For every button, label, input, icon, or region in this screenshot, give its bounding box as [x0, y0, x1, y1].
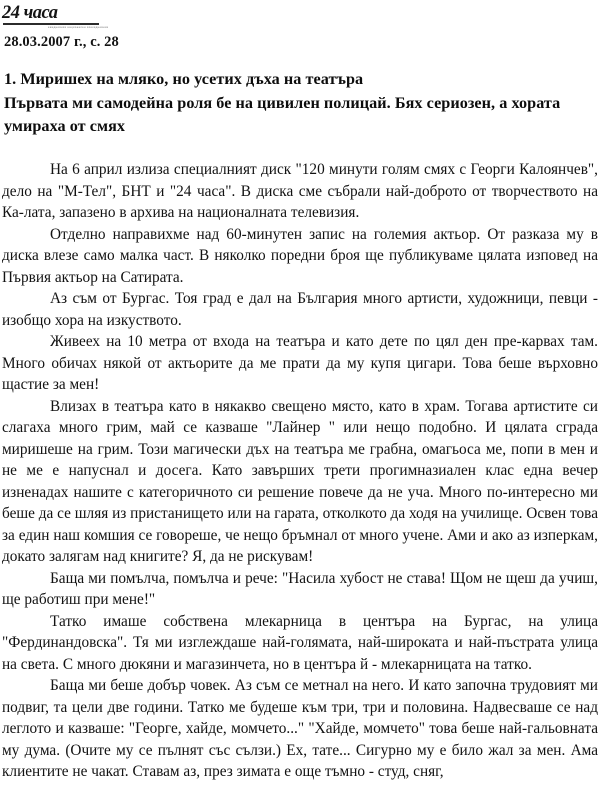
logo-underline-rule	[3, 23, 99, 25]
paragraph: Влизах в театъра като в някакво свещено място, като в храм. Тогава артистите си слагаха много грим, май се казваше "Лайнер " или нещо подобно. И цялата сграда миришеше на грим. Този магически дъх на театъра ме грабна, омагьоса ме, попи в мен и не ме е напуснал и досега. Като завърших трети прогимназиален клас една вечер изненадах нашите с категоричното си решение повече да не уча. Много по-интересно ми беше да се шляя из пристанището или на гарата, отколкото да ходя на училище. Освен това за един наш комшия се говореше, че нещо бръмнал от много учене. Ами и ако аз изперкам, докато залягам над книгите? Я, да не рискувам!	[2, 397, 598, 565]
article-body	[2, 159, 598, 783]
article-subheadline: Първата ми самодейна роля бе на цивилен полицай. Бях сериозен, а хората умираха от смях	[4, 94, 561, 135]
newspaper-logo-text: 24 часа	[2, 2, 58, 23]
newspaper-logo	[2, 2, 109, 30]
headline-block	[4, 70, 596, 137]
paragraph: Баща ми беше добър човек. Аз съм се метнал на него. И като започна трудовият ми подвиг, та цели две години. Татко ме будеше към три, три и половина. Надвесваше се над леглото и казваше: "Георге, хайде, момчето..." "Хайде, момчето" това беше най-гальовната му дума. (Очите му се пълнят със сълзи.) Ех, тате... Сигурно му е било жал за мен. Ама клиентите не чакат. Ставам аз, през зимата е още тъмно - студ, сняг,	[2, 677, 598, 780]
paragraph: Татко имаше собствена млекарница в центъра на Бургас, на улица "Фердинандовска". Тя ми изглеждаше най-голямата, най-широката и най-пъстрата улица на света. С много дюкяни и магазинчета, но в центъра й - млекарницата на татко.	[2, 612, 598, 673]
paragraph: Живеех на 10 метра от входа на театъра и като дете по цял ден пре-карвах там. Много обичах някой от актьорите да ме прати да му купя цигари. Това беше върховно щастие за мен!	[2, 333, 598, 393]
masthead	[2, 0, 596, 30]
paragraph: На 6 април излиза специалният диск "120 минути голям смях с Георги Калоянчев", дело на "М-Тел", БНТ и "24 часа". В диска сме събрали най-доброто от творчеството на Ка-лата, запазено в архива на националната телевизия.	[2, 161, 598, 221]
dateline: 28.03.2007 г., с. 28	[4, 34, 119, 50]
logo-microtext: ежедневник национален всекидневник	[48, 26, 109, 30]
paragraph: Аз съм от Бургас. Тоя град е дал на България много артисти, художници, певци - изобщо хора на изкуството.	[2, 290, 598, 329]
paragraph: Баща ми помълча, помълча и рече: "Насила хубост не става! Щом не щеш да учиш, ще работиш при мене!"	[2, 569, 598, 608]
paragraph: Отделно направихме над 60-минутен запис на големия актьор. От разказа му в диска влезе само малка част. В няколко поредни броя ще публикуваме цялата изповед на Първия актьор на Сатирата.	[2, 225, 598, 286]
article-headline: 1. Миришех на мляко, но усетих дъха на театъра	[4, 70, 364, 88]
